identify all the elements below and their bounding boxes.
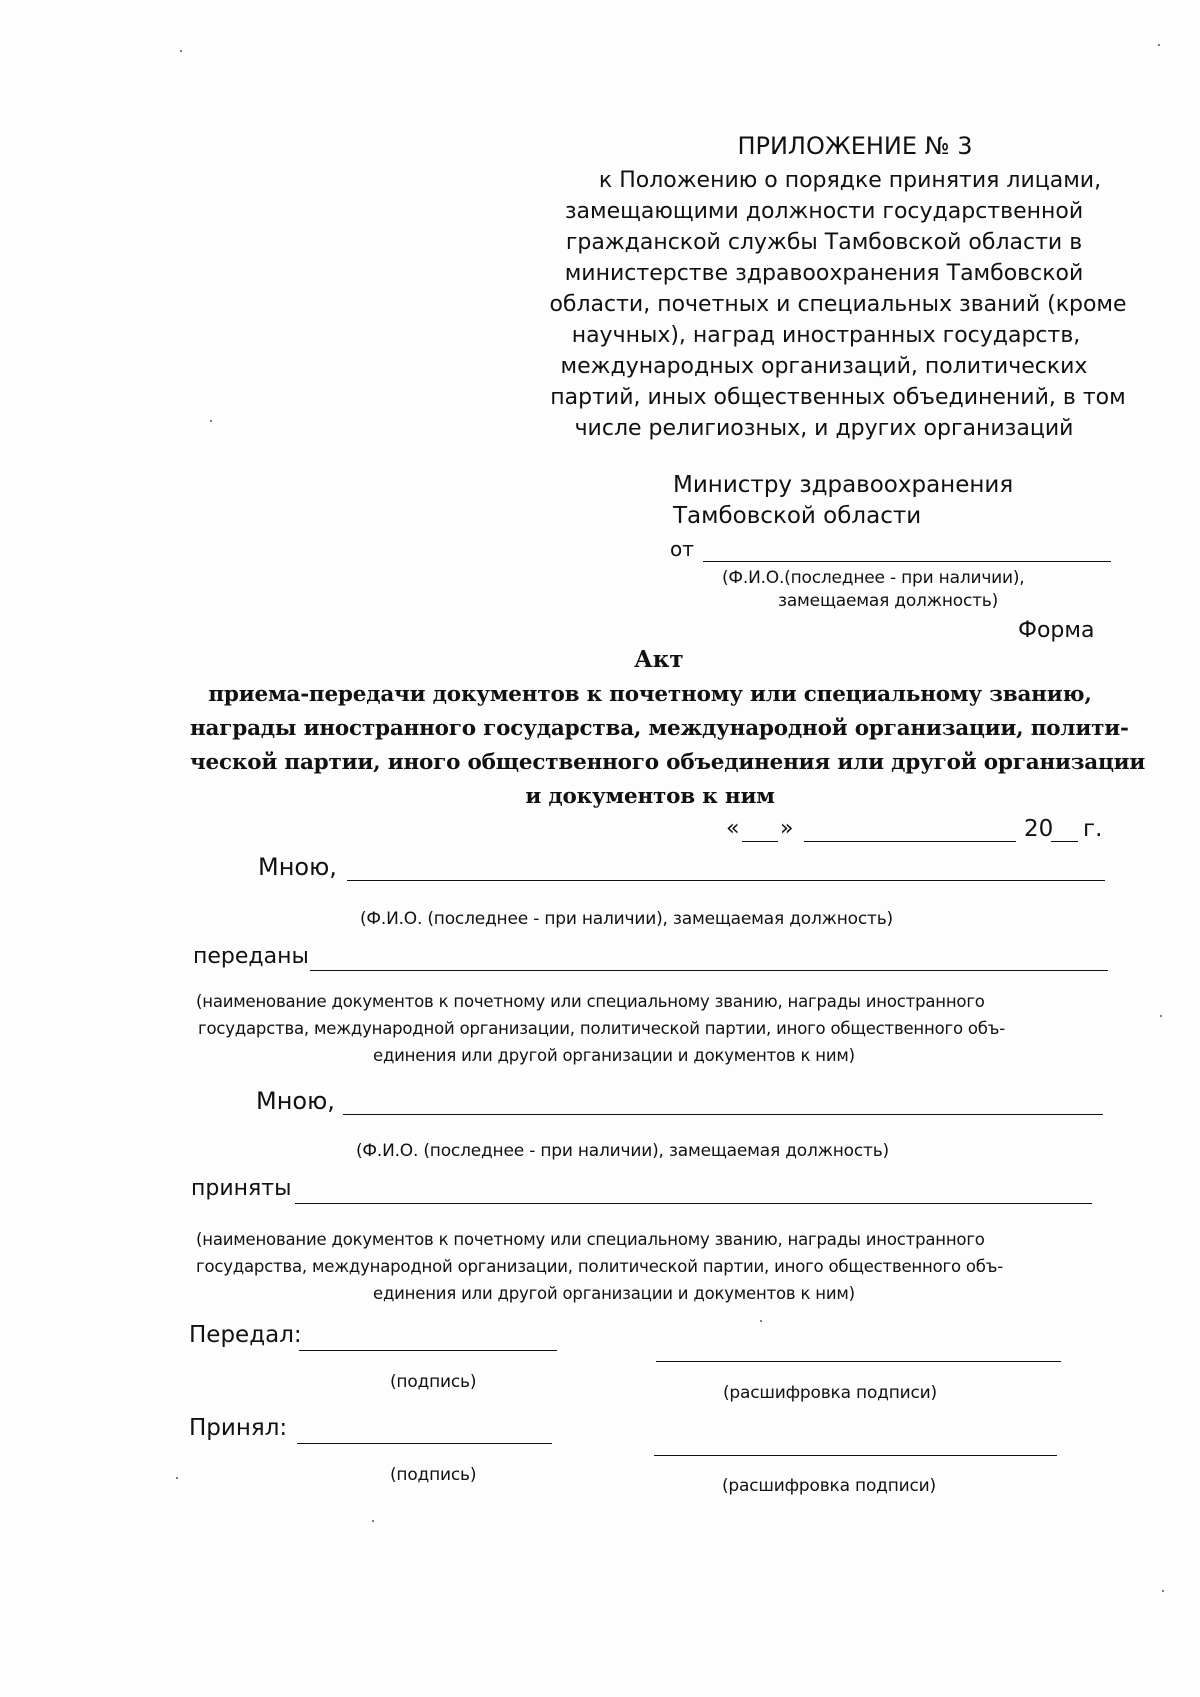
date-year-field [1051,841,1078,842]
date-month-field [804,841,1016,842]
scan-speck [180,50,182,52]
handed-decode-field [656,1361,1061,1362]
from-hint-line1: (Ф.И.О.(последнее - при наличии), [722,568,1025,588]
appendix-line: научных), наград иностранных государств, [571,323,1081,348]
date-day-field [742,841,778,842]
addressee-line2: Тамбовской области [673,503,922,529]
appendix-line: замещающими должности государственной [564,199,1084,224]
accepted-docs-hint: государства, международной организации, политической партии, иного общественного объ- [196,1257,1003,1276]
transfer-by-label: Мною, [258,853,337,881]
from-hint-line2: замещаемая должность) [778,591,999,611]
accepted-docs-hint: единения или другой организации и документов к ним) [373,1284,855,1303]
from-label: от [670,537,694,561]
transfer-by-field [347,880,1105,881]
received-decode-field [654,1455,1057,1456]
addressee-line1: Министру здравоохранения [673,472,1014,498]
transferred-docs-hint: государства, международной организации, политической партии, иного общественного объ- [198,1019,1005,1038]
handed-label: Передал: [189,1322,302,1348]
act-title: Акт [634,646,684,673]
appendix-line: партий, иных общественных объединений, в том [550,385,1126,410]
transferred-docs-hint: единения или другой организации и документов к ним) [373,1046,855,1065]
accept-by-field [343,1114,1103,1115]
form-label: Форма [1018,618,1095,643]
received-signature-hint: (подпись) [390,1465,477,1485]
scan-speck [372,1520,374,1522]
scan-speck [1160,1015,1162,1017]
appendix-line: международных организаций, политических [560,354,1088,379]
accept-by-hint: (Ф.И.О. (последнее - при наличии), замещаемая должность) [356,1141,889,1161]
scan-speck [760,1320,762,1322]
act-subtitle-line: награды иностранного государства, международной организации, полити- [190,716,1129,741]
appendix-line: министерстве здравоохранения Тамбовской [564,261,1084,286]
act-subtitle-line: приема-передачи документов к почетному или специальному званию, [208,682,1092,707]
handed-decode-hint: (расшифровка подписи) [723,1383,937,1403]
appendix-line: числе религиозных, и других организаций [574,416,1074,441]
received-decode-hint: (расшифровка подписи) [722,1476,936,1496]
date-quote-close: » [780,816,794,841]
handed-signature-field [299,1350,557,1351]
transfer-by-hint: (Ф.И.О. (последнее - при наличии), замещаемая должность) [360,909,893,929]
appendix-line: к Положению о порядке принятия лицами, [598,168,1102,193]
date-quote-open: « [726,816,740,841]
received-label: Принял: [189,1415,288,1441]
transferred-docs-hint: (наименование документов к почетному или специальному званию, награды иностранного [196,992,985,1011]
act-subtitle-line: ческой партии, иного общественного объединения или другой организации [190,750,1146,775]
scan-speck [210,420,212,422]
accept-by-label: Мною, [256,1087,335,1115]
date-year-prefix: 20 [1024,816,1054,842]
appendix-title: ПРИЛОЖЕНИЕ № 3 [737,132,973,160]
appendix-line: области, почетных и специальных званий (кроме [549,292,1127,317]
accepted-docs-field [295,1203,1092,1204]
scan-speck [1158,44,1160,46]
appendix-line: гражданской службы Тамбовской области в [565,230,1083,255]
received-signature-field [297,1443,552,1444]
handed-signature-hint: (подпись) [390,1372,477,1392]
scan-speck [176,1477,178,1479]
accepted-label: приняты [191,1176,292,1201]
transferred-docs-field [310,970,1108,971]
scan-speck [1162,1590,1164,1592]
act-subtitle-line: и документов к ним [525,784,775,809]
from-field-line [703,561,1111,562]
date-year-suffix: г. [1083,816,1103,842]
accepted-docs-hint: (наименование документов к почетному или специальному званию, награды иностранного [196,1230,985,1249]
transferred-label: переданы [193,944,309,969]
